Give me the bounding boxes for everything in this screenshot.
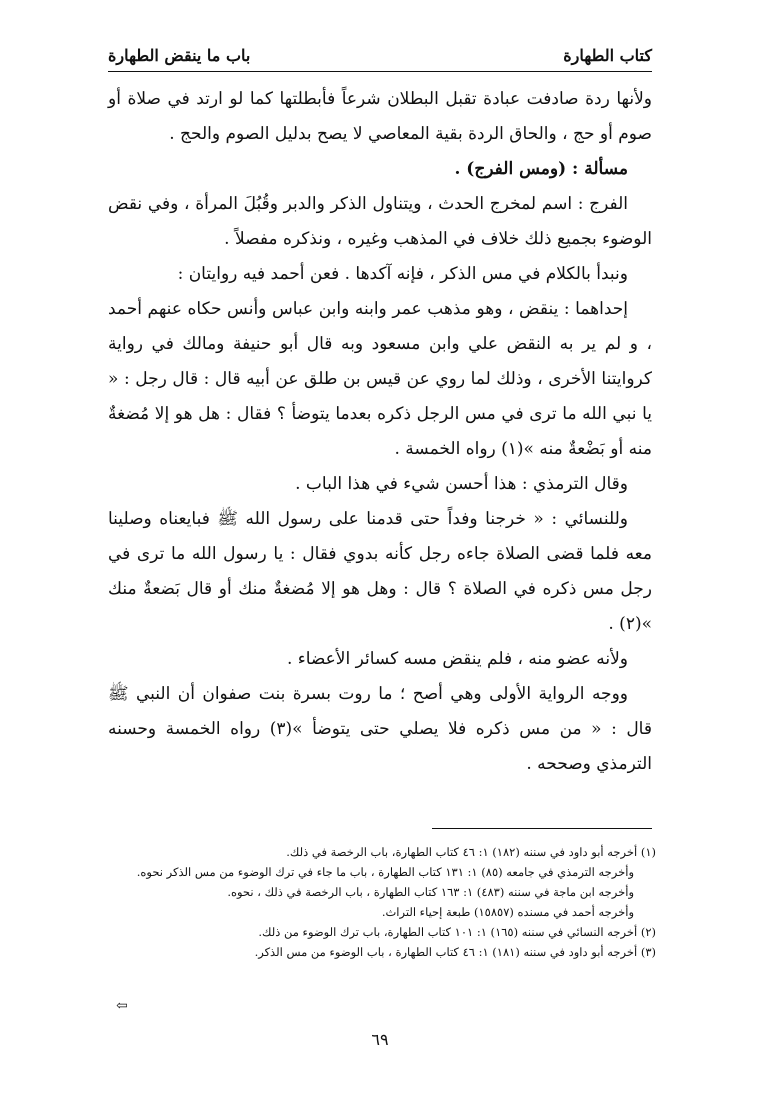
running-header [108, 40, 652, 70]
paragraph: ولأنه عضو منه ، فلم ينقض مسه كسائر الأعضاء . [286, 649, 628, 669]
footnote: وأخرجه أحمد في مسنده (١٥٨٥٧) طبعة إحياء التراث. [381, 905, 634, 919]
paragraph: وللنسائي : « خرجنا وفداً حتى قدمنا على رسول الله ﷺ فبايعناه وصلينا معه فلما قضى الصلاة جاءه رجل كأنه بدوي فقال : يا رسول الله ما ترى في رجل مس ذكره في الصلاة ؟ قال : وهل هو إلا مُضغةٌ منك أو قال بَضعةٌ منك »(٢) . [108, 509, 652, 634]
book-title: كتاب الطهارة [563, 45, 652, 65]
footnote: وأخرجه الترمذي في جامعه (٨٥) ١: ١٣١ كتاب الطهارة ، باب ما جاء في ترك الوضوء من مس الذكر نحوه. [136, 865, 634, 879]
main-text [108, 82, 652, 782]
paragraph: إحداهما : ينقض ، وهو مذهب عمر وابنه وابن عباس وأنس حكاه عنهم أحمد ، و لم ير به النقض علي وابن مسعود وبه قال أبو حنيفة ومالك في رواية كروايتنا الأخرى ، وذلك لما روي عن قيس بن طلق عن أبيه قال : قال رجل : « يا نبي الله ما ترى في مس الرجل ذكره بعدما يتوضأ ؟ فقال : هل هو إلا مُضغةٌ منه أو بَضْعةٌ منه »(١) رواه الخمسة . [108, 299, 652, 459]
footnote: وأخرجه ابن ماجة في سننه (٤٨٣) ١: ١٦٣ كتاب الطهارة ، باب الرخصة في ذلك ، نحوه. [227, 885, 634, 899]
footnote-divider [432, 828, 652, 829]
footnote: (٢) أخرجه النسائي في سننه (١٦٥) ١: ١٠١ كتاب الطهارة، باب ترك الوضوء من ذلك. [258, 925, 656, 939]
paragraph: ووجه الرواية الأولى وهي أصح ؛ ما روت بسرة بنت صفوان أن النبي ﷺ قال : « من مس ذكره فلا يصلي حتى يتوضأ »(٣) رواه الخمسة وحسنه الترمذي وصححه . [108, 684, 652, 774]
paragraph: ولأنها ردة صادفت عبادة تقبل البطلان شرعاً فأبطلتها كما لو ارتد في صلاة أو صوم أو حج ، والحاق الردة بقية المعاصي لا يصح بدليل الصوم والحج . [108, 89, 652, 144]
header-divider [108, 71, 652, 72]
issue-heading: مسألة : (ومس الفرج) . [454, 159, 628, 179]
footnote: (٣) أخرجه أبو داود في سننه (١٨١) ١: ٤٦ كتاب الطهارة ، باب الوضوء من مس الذكر. [254, 945, 656, 959]
chapter-title: باب ما ينقض الطهارة [108, 45, 251, 65]
paragraph: وقال الترمذي : هذا أحسن شيء في هذا الباب . [295, 474, 628, 494]
paragraph: الفرج : اسم لمخرج الحدث ، ويتناول الذكر والدبر وقُبُلَ المرأة ، وفي نقض الوضوء بجميع ذلك خلاف في المذهب وغيره ، ونذكره مفصلاً . [108, 194, 652, 249]
footnote: (١) أخرجه أبو داود في سننه (١٨٢) ١: ٤٦ كتاب الطهارة، باب الرخصة في ذلك. [286, 845, 656, 859]
page-number: ٦٩ [371, 1030, 389, 1049]
footnotes [108, 842, 656, 962]
paragraph: ونبدأ بالكلام في مس الذكر ، فإنه آكدها . فعن أحمد فيه روايتان : [177, 264, 628, 284]
continuation-arrow-icon: ⇦ [116, 998, 128, 1014]
